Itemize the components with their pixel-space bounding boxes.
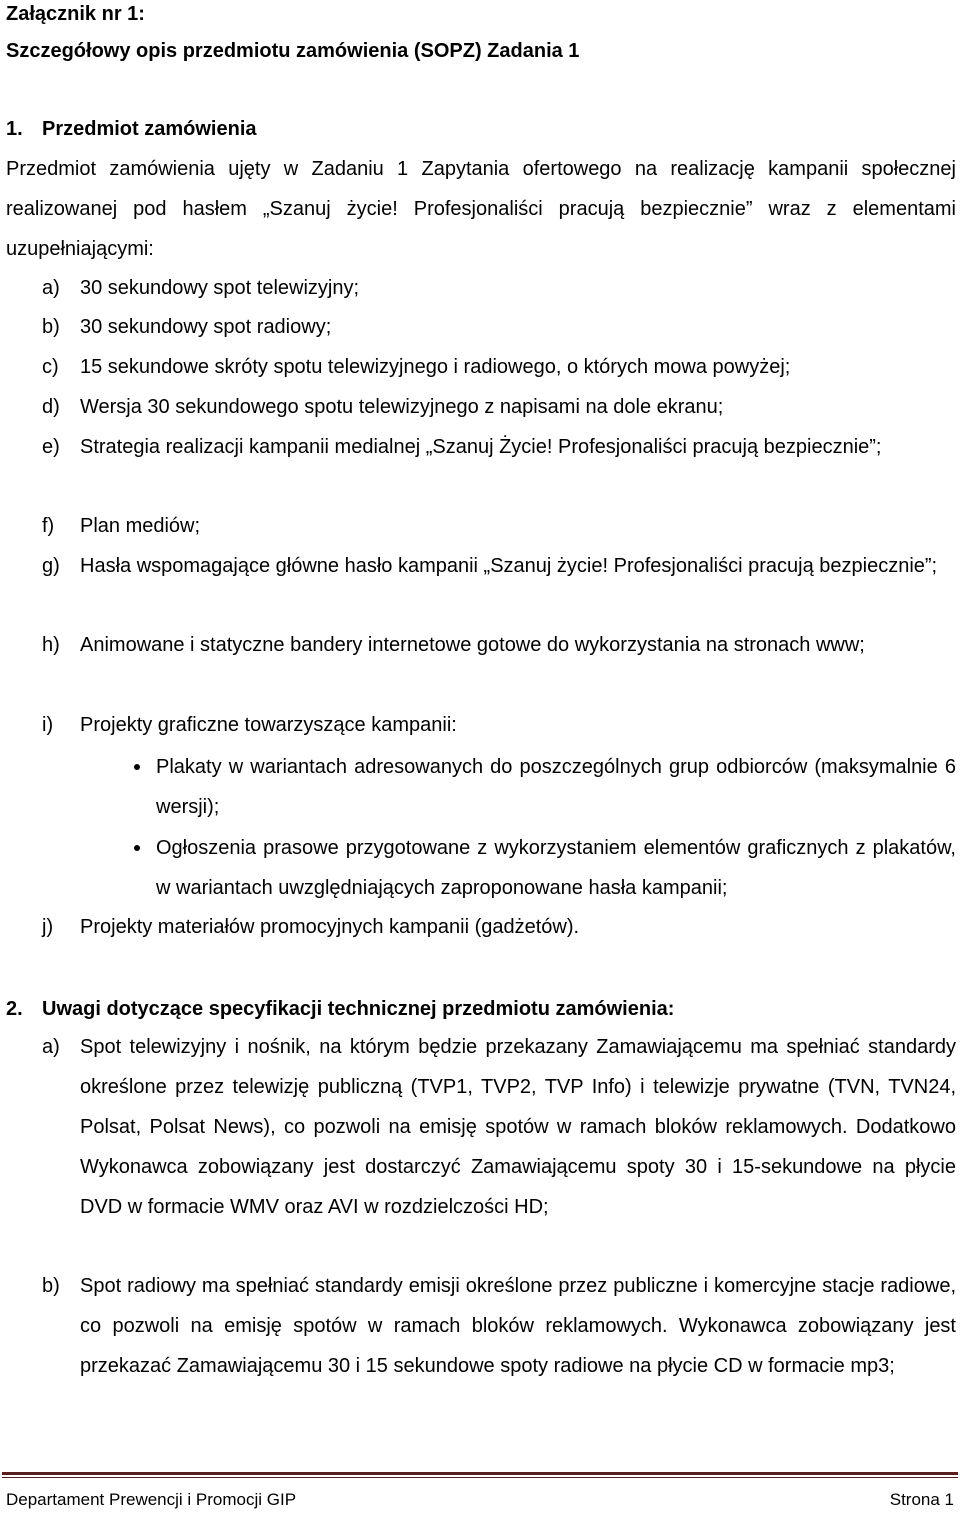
section-2-number: 2. (6, 998, 23, 1020)
list-item-text: Projekty graficzne towarzyszące kampanii: (80, 714, 457, 736)
list-item-text: Spot radiowy ma spełniać standardy emisji określone przez publiczne i komercyjne stacje radiowe, co pozwoli na emisję spotów w ramach bloków reklamowych. Wykonawca zobowiązany jest przekazać Zamawiającemu 30 i 15 sekundowe spoty radiowe na płycie CD w formacie mp3; (80, 1275, 956, 1377)
list-item-label: a) (42, 277, 60, 299)
bullet-item (134, 828, 956, 908)
list-item (42, 1027, 956, 1227)
section-1-intro: Przedmiot zamówienia ujęty w Zadaniu 1 Zapytania ofertowego na realizację kampanii społecznej realizowanej pod hasłem „Szanuj życie! Profesjonaliści pracują bezpiecznie” wraz z elementami uzupełniającymi: (6, 158, 956, 260)
list-item-text: 15 sekundowe skróty spotu telewizyjnego i radiowego, o których mowa powyżej; (80, 356, 791, 378)
section-1-title (6, 117, 257, 141)
list-item (42, 506, 956, 546)
list-item-text: 30 sekundowy spot telewizyjny; (80, 277, 360, 299)
bullet-text: Plakaty w wariantach adresowanych do poszczególnych grup odbiorców (maksymalnie 6 wersji); (156, 756, 956, 818)
section-1-number: 1. (6, 118, 23, 140)
document-title: Szczegółowy opis przedmiotu zamówienia (SOPZ) Zadania 1 (6, 40, 580, 62)
footer-department: Departament Prewencji i Promocji GIP (6, 1490, 297, 1509)
list-item (42, 705, 956, 745)
list-item-text: 30 sekundowy spot radiowy; (80, 316, 332, 338)
bullet-item (134, 747, 956, 827)
list-item (42, 268, 956, 308)
list-item (42, 907, 956, 947)
list-item-label: a) (42, 1036, 60, 1058)
list-item-label: i) (42, 714, 54, 736)
list-item-text: Projekty materiałów promocyjnych kampanii (gadżetów). (80, 916, 580, 938)
list-item-label: e) (42, 436, 60, 458)
list-item (42, 546, 956, 586)
list-item-label: b) (42, 1275, 60, 1297)
list-item-label: h) (42, 634, 60, 656)
list-item-label: j) (42, 916, 54, 938)
list-item-text: Animowane i statyczne bandery internetowe gotowe do wykorzystania na stronach www; (80, 634, 865, 656)
list-item (42, 347, 956, 387)
bullet-dot-icon (134, 764, 140, 770)
section-2-title-text: Uwagi dotyczące specyfikacji technicznej przedmiotu zamówienia: (42, 998, 675, 1020)
list-item (42, 625, 956, 665)
annex-label: Załącznik nr 1: (6, 3, 145, 25)
list-item-text: Strategia realizacji kampanii medialnej „Szanuj Życie! Profesjonaliści pracują bezpiecznie”; (80, 436, 882, 458)
list-item-text: Plan mediów; (80, 515, 201, 537)
footer-rule-thin (2, 1477, 958, 1478)
list-item-label: f) (42, 515, 55, 537)
list-item-label: d) (42, 396, 60, 418)
bullet-dot-icon (134, 845, 140, 851)
list-item-text: Hasła wspomagające główne hasło kampanii „Szanuj życie! Profesjonaliści pracują bezpiecznie”; (80, 555, 938, 577)
section-2-title (6, 997, 674, 1021)
footer-rule (2, 1472, 958, 1475)
list-item-label: b) (42, 316, 60, 338)
list-item-label: c) (42, 356, 59, 378)
list-item (42, 427, 956, 467)
list-item (42, 307, 956, 347)
footer-page-number: Strona 1 (889, 1490, 954, 1509)
list-item-text: Wersja 30 sekundowego spotu telewizyjnego z napisami na dole ekranu; (80, 396, 724, 418)
section-1-title-text: Przedmiot zamówienia (42, 118, 257, 140)
list-item-text: Spot telewizyjny i nośnik, na którym będzie przekazany Zamawiającemu ma spełniać standardy określone przez telewizję publiczną (TVP1, TVP2, TVP Info) i telewizje prywatne (TVN, TVN24, Polsat, Polsat News), co pozwoli na emisję spotów w ramach bloków reklamowych. Dodatkowo Wykonawca zobowiązany jest dostarczyć Zamawiającemu spoty 30 i 15-sekundowe na płycie DVD w formacie WMV oraz AVI w rozdzielczości HD; (80, 1036, 956, 1218)
list-item (42, 1266, 956, 1386)
list-item-label: g) (42, 555, 60, 577)
bullet-text: Ogłoszenia prasowe przygotowane z wykorzystaniem elementów graficznych z plakatów, w wariantach uwzględniających zaproponowane hasła kampanii; (156, 837, 956, 899)
list-item (42, 387, 956, 427)
